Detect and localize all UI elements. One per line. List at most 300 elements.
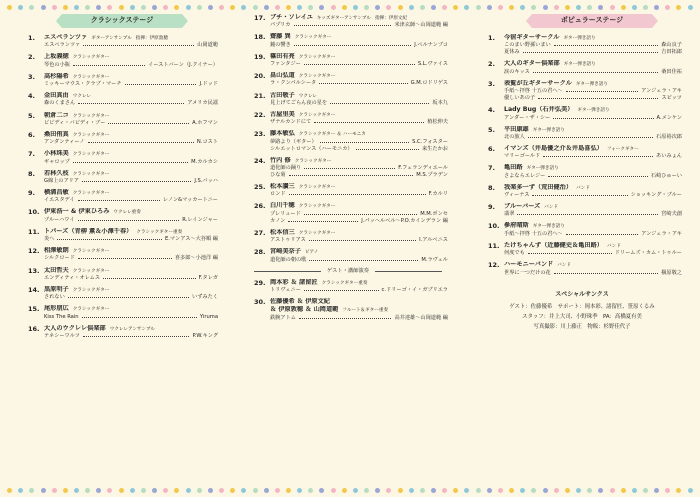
performer-line — [270, 229, 448, 237]
composer: 宮崎夫創 — [661, 211, 682, 218]
border-dot — [297, 5, 302, 10]
program-entry — [482, 184, 682, 199]
composer: J.S.バッハ — [194, 177, 218, 184]
song-line — [270, 218, 448, 225]
entry-body — [504, 261, 682, 276]
performance-type: クラシックギター重奏 — [321, 280, 368, 286]
performer-name: 亀田路 — [504, 164, 523, 172]
performer-name: 岡本彩 ＆ 諸留匠 — [270, 278, 318, 286]
special-thanks — [482, 289, 682, 333]
program-entry — [248, 92, 448, 107]
entry-number: 3. — [488, 79, 495, 88]
border-dot — [74, 488, 79, 493]
performance-type: クラシックギター — [72, 268, 110, 274]
performer-name: 伊東浩一 & 伊東ひろみ — [44, 208, 110, 216]
performer-line — [44, 131, 218, 139]
border-dot — [63, 5, 68, 10]
special-thanks-title: スペシャルサンクス — [555, 290, 609, 298]
border-dot — [476, 488, 481, 493]
song-line — [504, 211, 682, 218]
program-entry — [482, 126, 682, 141]
composer: S.C.フォスター — [412, 138, 448, 145]
song-title: 夏休み — [504, 49, 520, 56]
performance-type: クラシックギター — [72, 249, 110, 255]
border-dot — [342, 488, 347, 493]
song-title: アンダー・ザ・シー — [504, 114, 551, 121]
entry-body — [270, 248, 448, 263]
song-line — [504, 192, 682, 199]
dotted-leader — [289, 172, 414, 176]
border-dot — [520, 5, 525, 10]
border-dot — [230, 488, 235, 493]
composer: アメリカ民謡 — [187, 100, 218, 107]
song-line — [270, 80, 448, 87]
song-title: 道化師の朝の歌 — [270, 256, 307, 263]
composer: J.ペルナンブコ — [414, 41, 448, 48]
performance-type: クラシックギター — [72, 191, 110, 196]
border-dot — [107, 488, 112, 493]
border-dot — [96, 488, 101, 493]
entry-number: 11. — [28, 227, 40, 236]
song-title: 炎へ — [44, 236, 55, 243]
composer: A.ホフマン — [192, 119, 218, 126]
border-dot — [253, 5, 258, 10]
song-line — [44, 42, 218, 49]
border-dot — [576, 488, 581, 493]
popular-column — [482, 14, 682, 333]
performance-type: クラシックギター — [298, 185, 336, 191]
performance-type: バンド — [576, 185, 590, 191]
dotted-leader — [82, 314, 197, 318]
dotted-leader — [304, 61, 415, 65]
song-line — [270, 119, 448, 126]
border-dot — [386, 488, 391, 493]
song-title: さよならエレジー — [504, 172, 546, 179]
program-entry — [248, 72, 448, 87]
entry-body — [270, 14, 448, 29]
entry-body — [270, 202, 448, 224]
song-line — [44, 314, 218, 321]
dotted-leader — [294, 22, 392, 26]
border-dot — [342, 5, 347, 10]
classical-column-right — [248, 14, 448, 326]
performer-name: 相澤敏朗 — [44, 247, 69, 255]
performer-name: ブルーバーズ — [504, 203, 541, 211]
entry-body — [44, 150, 218, 165]
performance-type: バンド — [607, 243, 621, 249]
program-entry — [482, 164, 682, 179]
entry-body — [270, 111, 448, 126]
song-title: 優しいあの子 — [504, 95, 536, 102]
performance-type: ギター弾き語り — [577, 108, 610, 114]
song-line — [270, 211, 448, 218]
entry-body — [44, 92, 218, 107]
composer: I.アルベニス — [419, 237, 448, 244]
dotted-leader — [73, 62, 145, 66]
border-dot — [186, 488, 191, 493]
program-entry — [22, 325, 218, 340]
entry-body — [504, 242, 682, 257]
entry-number: 21. — [254, 91, 266, 100]
performer-name: 朝倉二コ — [44, 111, 69, 119]
song-title: シルエットロマンス（ハーモニカ） — [270, 145, 353, 152]
performer-name: 白川千穂 — [270, 202, 295, 210]
composer: 桑田佳祐 — [661, 68, 682, 75]
composer: M.カルカシ — [191, 158, 218, 165]
program-entry — [22, 112, 218, 127]
song-title: ギャロップ — [44, 158, 70, 165]
performer-line — [504, 222, 682, 230]
performer-line — [270, 183, 448, 191]
border-dot — [107, 5, 112, 10]
border-dot — [442, 5, 447, 10]
border-dot — [219, 488, 224, 493]
song-title: トリヴェニー — [270, 287, 301, 294]
entry-number: 8. — [488, 183, 495, 192]
border-dot — [621, 488, 626, 493]
performer-line — [504, 145, 682, 153]
song-line — [270, 139, 448, 146]
song-line — [504, 153, 682, 160]
border-dot — [264, 488, 269, 493]
entry-body — [270, 33, 448, 48]
entry-number: 2. — [488, 60, 495, 69]
dotted-leader — [78, 255, 172, 259]
song-title: 手紙～拝啓 十五の君へ～ — [504, 230, 563, 237]
dotted-leader — [288, 218, 358, 222]
entry-number: 30. — [254, 298, 266, 307]
performer-name: トパーズ（青柳 薫＆小澤千春） — [44, 227, 133, 235]
song-title: ブルーハワイ — [44, 216, 75, 223]
border-dot — [241, 5, 246, 10]
performer-name: 宮崎美奈子 — [270, 248, 301, 256]
program-entry — [482, 60, 682, 75]
performer-name: 畠山弘道 — [270, 72, 295, 80]
performer-line — [44, 112, 218, 120]
program-entry — [22, 170, 218, 185]
composer: 来生たかお — [422, 145, 448, 152]
entry-number: 18. — [254, 33, 266, 42]
entry-body — [270, 72, 448, 87]
song-line — [44, 120, 218, 127]
dotted-leader — [78, 100, 184, 104]
performer-line — [270, 248, 448, 256]
program-entry — [482, 80, 682, 102]
performer-line — [270, 92, 448, 100]
divider-line — [375, 271, 442, 272]
performance-type: ギター弾き語り — [563, 36, 596, 41]
composer: 山岡道範 — [197, 42, 218, 49]
song-line — [44, 139, 218, 146]
special-thanks-line: ゲスト：佐藤優希 サポート：岡本彩、諸留匠、笹原くるみ — [509, 303, 655, 310]
song-title: 何度でも — [504, 250, 525, 257]
classical-stage-banner: クラシックステージ — [62, 14, 182, 28]
entries — [248, 14, 448, 264]
song-title: マリーゴールド — [504, 153, 541, 160]
border-dot — [319, 488, 324, 493]
composer: N.コスト — [196, 139, 218, 146]
program-entry — [22, 247, 218, 262]
entry-body — [44, 53, 218, 68]
program-entry — [22, 228, 218, 243]
dotted-leader — [309, 237, 416, 241]
entry-number: 6. — [28, 130, 35, 139]
performer-line — [44, 53, 218, 61]
dotted-leader — [125, 81, 197, 85]
performer-name: 金田真由 — [44, 92, 69, 100]
composer: A.メンケン — [656, 114, 682, 121]
border-dot — [85, 488, 90, 493]
song-line — [44, 236, 218, 243]
entry-number: 1. — [488, 34, 495, 42]
performance-type: クラシックギター — [298, 54, 336, 60]
border-dot — [398, 5, 403, 10]
program-entry — [248, 248, 448, 263]
program-entry — [22, 267, 218, 282]
border-dot — [18, 488, 23, 493]
border-dot — [264, 5, 269, 10]
dotted-leader — [299, 315, 392, 319]
entries — [482, 34, 682, 277]
song-line — [504, 173, 682, 180]
program-entry — [482, 145, 682, 160]
performer-line — [44, 325, 218, 333]
performer-name: 大人のウクレレ倶楽部 — [44, 324, 106, 332]
border-dot — [598, 488, 603, 493]
program-entry — [248, 130, 448, 152]
program-entry — [22, 92, 218, 107]
song-title: Kiss The Rain — [44, 313, 79, 320]
entry-number: 19. — [254, 52, 266, 61]
entry-number: 27. — [254, 228, 266, 237]
border-dot — [364, 488, 369, 493]
entry-number: 5. — [28, 111, 35, 120]
entry-body — [44, 34, 218, 49]
song-title: このまい野孫いまい — [504, 42, 551, 49]
composer: 槇原敬之 — [661, 269, 682, 276]
performance-type: クラシックギター — [72, 132, 110, 138]
border-dot — [643, 5, 648, 10]
dotted-leader — [289, 191, 426, 195]
entry-body — [270, 229, 448, 244]
border-dot — [565, 488, 570, 493]
composer: イーストバーン（J.クイナー） — [148, 61, 218, 68]
border-dot — [7, 5, 12, 10]
song-title: G線上のアリア — [44, 177, 79, 184]
dotted-leader — [68, 294, 189, 298]
performance-type: クラシックギター重奏 — [136, 229, 183, 235]
border-dot — [375, 488, 380, 493]
entry-number: 15. — [28, 305, 40, 314]
border-dot — [621, 5, 626, 10]
border-dot — [654, 488, 659, 493]
entry-number: 10. — [488, 222, 500, 231]
song-line — [270, 61, 448, 68]
border-dot — [509, 488, 514, 493]
entry-body — [44, 247, 218, 262]
performance-type: フルート＆ギター重奏 — [342, 308, 389, 314]
entry-number: 8. — [28, 169, 35, 178]
entry-body — [44, 131, 218, 146]
program-entry — [22, 150, 218, 165]
song-title: エスペランツァ — [44, 42, 81, 49]
entry-number: 4. — [28, 92, 35, 101]
program-entry — [22, 73, 218, 88]
dotted-leader — [304, 287, 379, 291]
song-title: 世界に一つだけの花 — [504, 269, 551, 276]
dotted-leader — [83, 333, 189, 337]
entry-body — [504, 164, 682, 179]
entry-number: 11. — [488, 241, 500, 250]
composer: S.L.ヴァイス — [417, 61, 448, 68]
performance-type: クラシックギター — [72, 55, 110, 61]
entry-body — [270, 157, 448, 179]
composer: 植松伸夫 — [427, 119, 448, 126]
performer-line — [44, 305, 218, 313]
performer-name: 上坂義徳 — [44, 53, 69, 61]
song-line — [44, 294, 218, 301]
dotted-leader — [543, 153, 653, 157]
border-dot — [208, 5, 213, 10]
border-dot — [420, 488, 425, 493]
entries — [22, 34, 218, 340]
dotted-leader — [108, 120, 189, 124]
entry-number: 1. — [28, 34, 35, 42]
composer: M.ラヴェル — [421, 256, 448, 263]
dotted-leader — [330, 100, 429, 104]
performer-line — [270, 306, 448, 314]
song-title: ヴィーナス — [504, 192, 530, 199]
composer: F.タレガ — [198, 274, 218, 281]
entry-body — [504, 126, 682, 141]
entry-number: 14. — [28, 285, 40, 294]
song-line — [504, 134, 682, 141]
performer-name: 若林久枝 — [44, 169, 69, 177]
border-dot — [52, 488, 57, 493]
performer-line — [504, 60, 682, 68]
dotted-leader — [309, 257, 418, 261]
dotted-leader — [554, 270, 659, 274]
guest-heading-text: ゲスト・講師演奏 — [326, 267, 370, 274]
border-dot — [29, 488, 34, 493]
dotted-leader — [57, 236, 162, 240]
performer-name: 古屋里美 — [270, 110, 295, 118]
border-dot — [688, 5, 693, 10]
entry-number: 20. — [254, 72, 266, 81]
composer: c.ドリーゴ・イ・ガブリエラ — [381, 287, 448, 294]
border-dot — [464, 5, 469, 10]
border-dot — [353, 488, 358, 493]
performance-type: ウクレレ — [72, 94, 92, 100]
dotted-leader — [83, 42, 194, 46]
entry-number: 23. — [254, 130, 266, 139]
program-entry — [248, 53, 448, 68]
border-dot — [208, 488, 213, 493]
performer-name: 齋藤 巽 — [270, 33, 291, 41]
entry-body — [44, 208, 218, 223]
border-dot — [476, 5, 481, 10]
entry-body — [504, 222, 682, 237]
border-dot — [498, 488, 503, 493]
border-dot — [531, 5, 536, 10]
performer-name: Lady Bug（石井弘美） — [504, 106, 574, 114]
composer: ショッキング・ブルー — [630, 192, 682, 199]
border-dot — [297, 488, 302, 493]
dotted-leader — [532, 192, 627, 196]
song-title: ひな菊 — [270, 172, 286, 179]
composer: 坂本九 — [432, 99, 448, 106]
performance-type: ギター弾き語り — [532, 224, 565, 230]
song-title: 森のくまさん — [44, 100, 76, 107]
dotted-leader — [319, 80, 407, 84]
border-dot — [186, 5, 191, 10]
performance-type: クラシックギター — [294, 158, 332, 164]
entry-body — [270, 183, 448, 198]
performance-type: ピアノ — [304, 250, 319, 256]
song-title: ラ・クンパルシータ — [270, 80, 317, 87]
dotted-leader — [88, 139, 194, 143]
dotted-leader — [538, 95, 658, 99]
dotted-leader — [78, 217, 180, 221]
entry-number: 16. — [28, 324, 40, 333]
performer-line — [44, 208, 218, 216]
border-dot — [554, 5, 559, 10]
dotted-leader — [294, 42, 411, 46]
song-line — [44, 333, 218, 340]
program-entry — [482, 203, 682, 218]
border-dot — [610, 488, 615, 493]
border-dot — [74, 5, 79, 10]
song-line — [270, 315, 448, 322]
performer-name: 今宿ギターサークル — [504, 34, 560, 41]
entry-body — [504, 60, 682, 75]
entry-number: 26. — [254, 202, 266, 211]
border-dot — [676, 5, 681, 10]
song-line — [44, 255, 218, 262]
border-dot — [464, 488, 469, 493]
song-line — [44, 217, 218, 224]
song-title: 見上げてごらん夜の星を — [270, 99, 328, 106]
dotted-leader — [356, 146, 419, 150]
performer-name: 小林珠美 — [44, 150, 69, 158]
composer: J.パッヘルベル～P.O.カインデラン 編 — [361, 217, 448, 224]
program-entry — [248, 202, 448, 224]
performance-type: バンド — [544, 205, 559, 211]
composer: P.W.キング — [192, 332, 218, 339]
entry-number: 12. — [28, 247, 40, 256]
program-entry — [482, 222, 682, 237]
entry-body — [44, 305, 218, 320]
song-line — [44, 275, 218, 282]
song-line — [270, 22, 448, 29]
song-line — [44, 159, 218, 166]
performer-name: 桑田侑真 — [44, 130, 69, 138]
song-line — [44, 100, 218, 107]
song-line — [270, 42, 448, 49]
song-title: ビビディ・バビディ・ブー — [44, 119, 106, 126]
song-line — [270, 146, 448, 153]
entry-number: 9. — [28, 189, 35, 197]
guest-entries — [248, 279, 448, 322]
entry-number: 17. — [254, 14, 266, 22]
performance-type: ウクレレ重奏 — [113, 210, 141, 216]
performer-name: ＆ 伊原敦穂 ＆ 山岡道範 — [270, 306, 339, 314]
popular-stage-banner: ポピュラーステージ — [532, 14, 652, 28]
performance-type: クラシックギター — [72, 307, 110, 313]
border-dot — [587, 5, 592, 10]
entry-number: 6. — [488, 144, 495, 153]
dotted-leader — [103, 275, 196, 279]
